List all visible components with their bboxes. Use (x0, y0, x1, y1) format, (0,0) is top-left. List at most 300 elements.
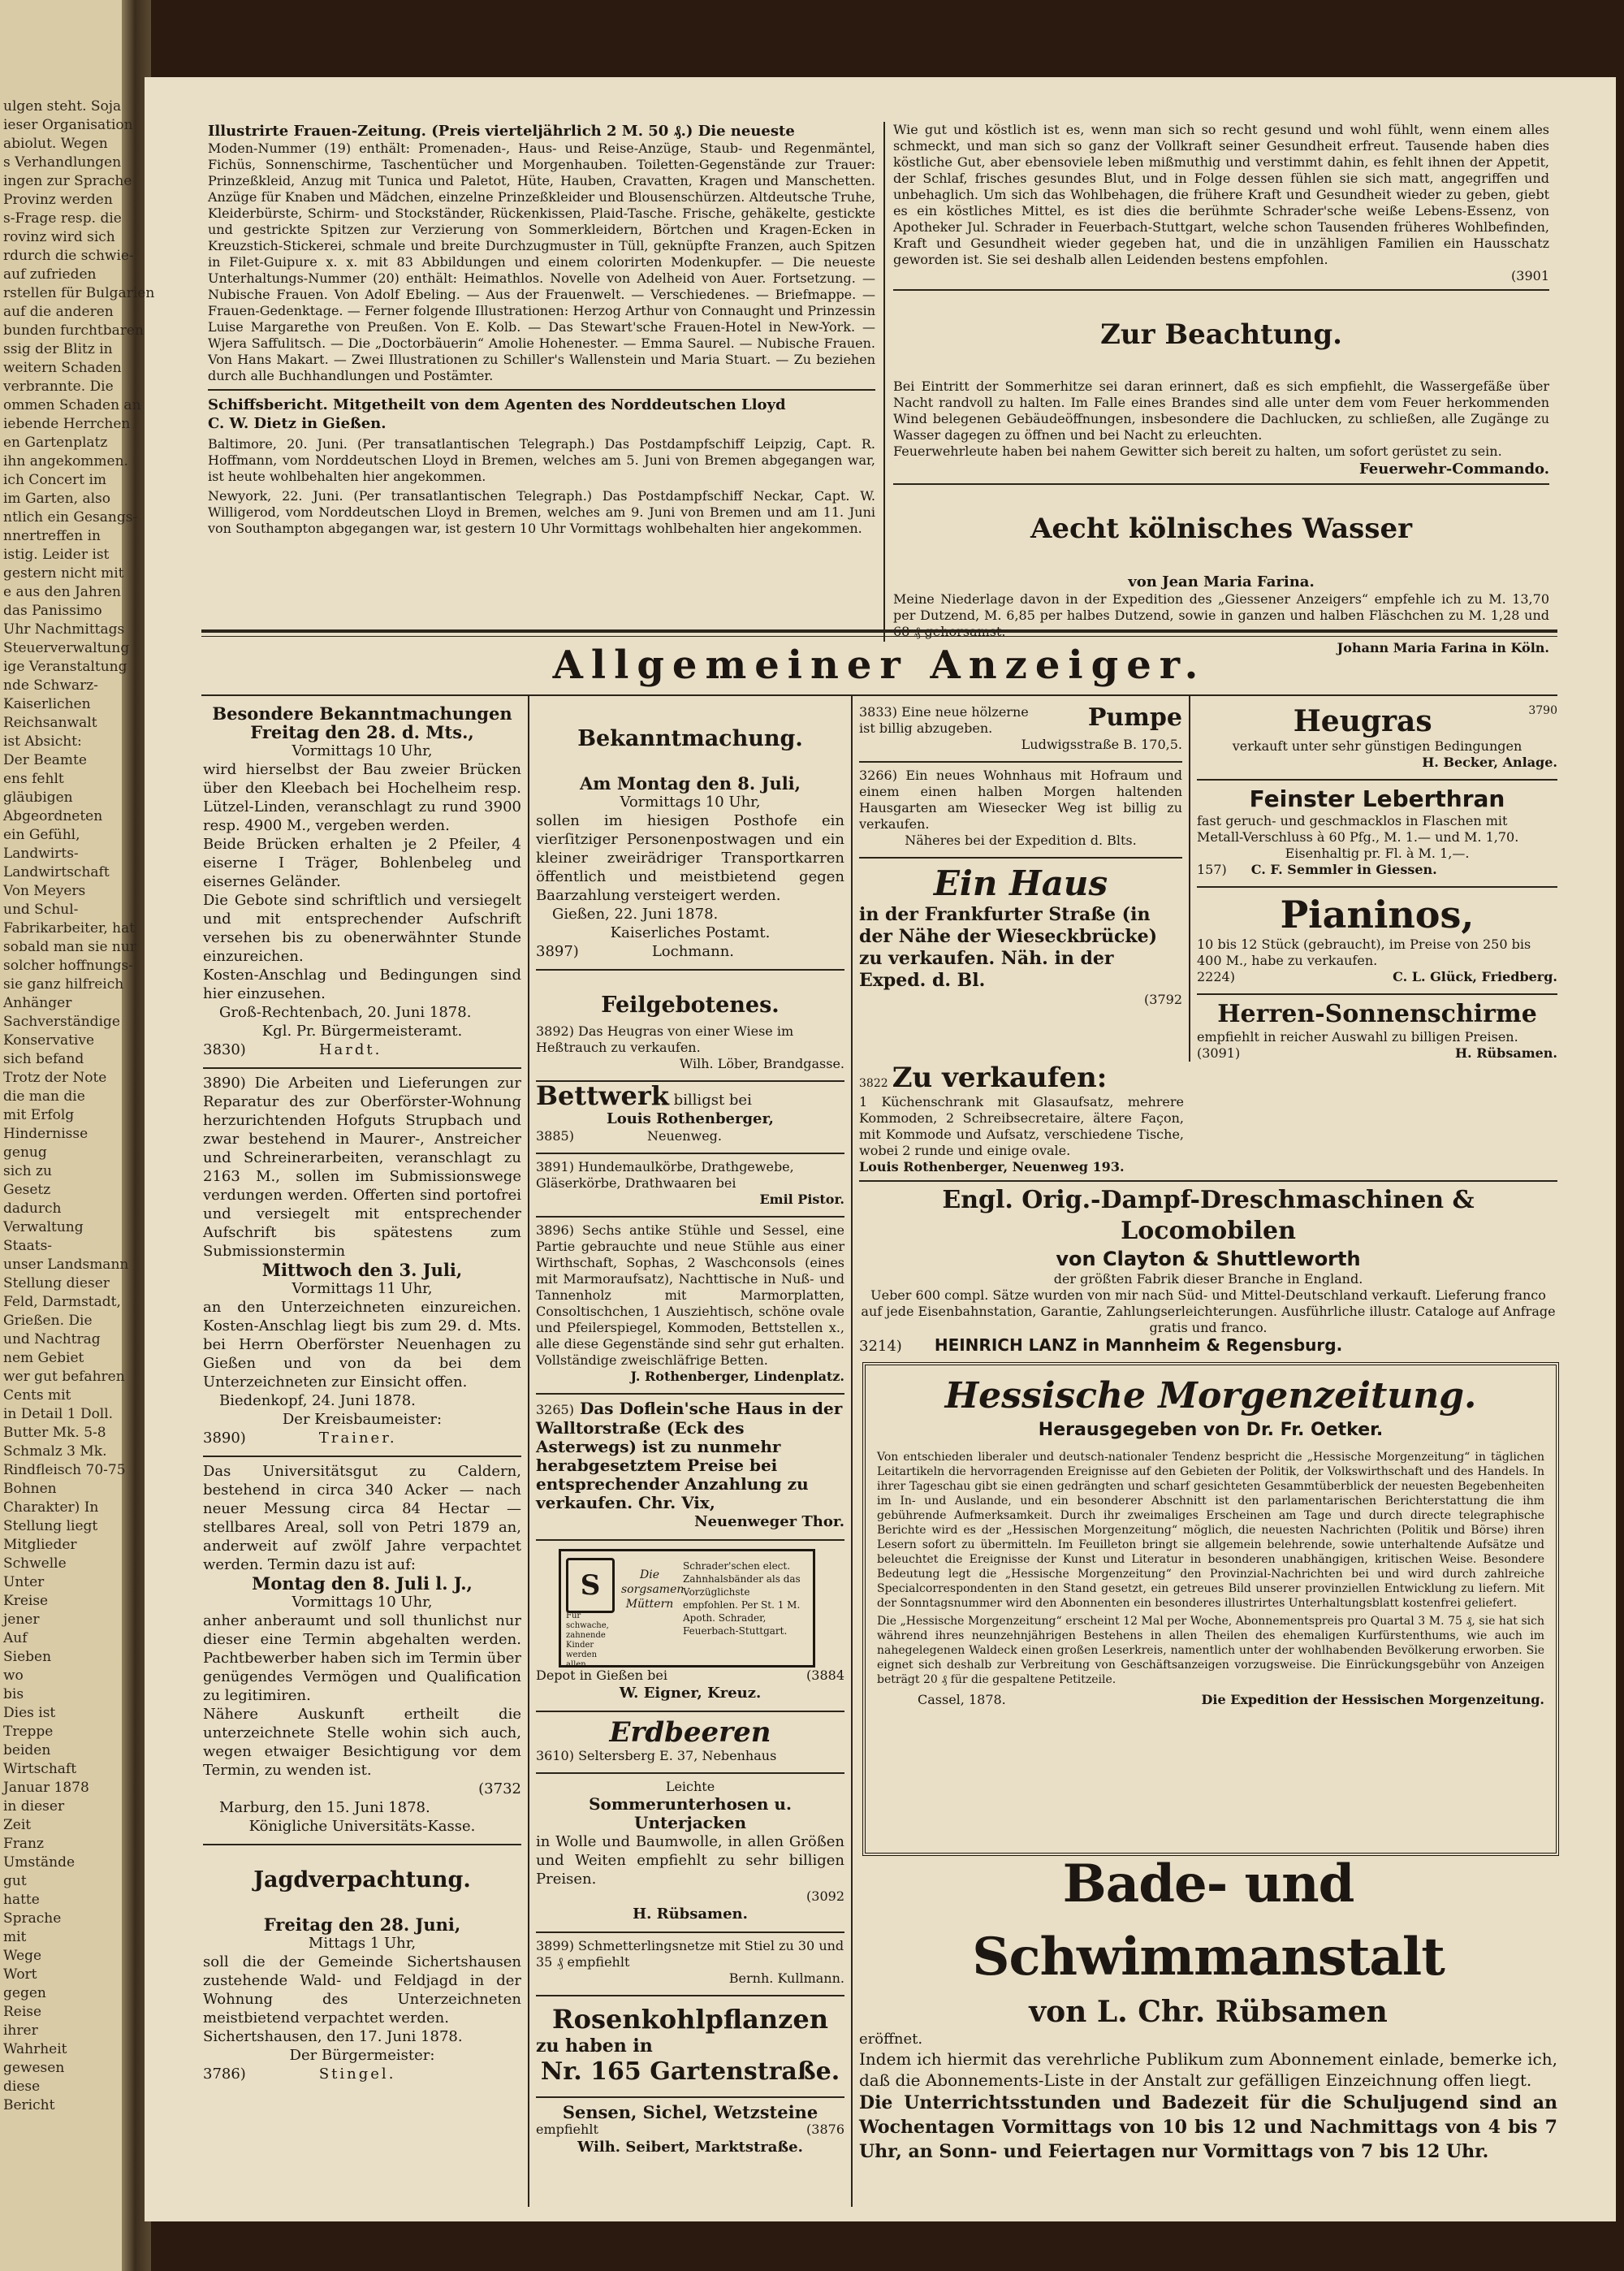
ad-footer (536, 1128, 844, 1144)
left-page-fragment: Dies ist (3, 1705, 56, 1721)
beachtung-text: Bei Eintritt der Sommerhitze sei daran erinnert, daß es sich empfiehlt, die Wassergefäße über Nacht randvoll zu halten. Im Falle eines Brandes sind alle unter dem vom Feuer herkommenden Wind belegenen Gebäudeöffnungen, insbesondere die Dachlucken, zu schließen, alle Zugänge zu Wasser dagegen zu öffnen und bei Nacht zu erleuchten. (893, 378, 1549, 443)
ad-number: (3884 (806, 1668, 844, 1683)
ad-title: Sommerunterhosen u. Unterjacken (589, 1794, 792, 1832)
notice-date: Am Montag den 8. Juli, (580, 773, 801, 794)
left-page-fragment: rdurch die schwie- (3, 248, 134, 264)
notice-date: Freitag den 28. d. Mts., (250, 722, 474, 742)
rosenkohl-title: Rosenkohlpflanzen (552, 2004, 828, 2035)
ad-frame (559, 1549, 815, 1668)
notice-text: wird hierselbst der Bau zweier Brücken über den Kleebach bei Hochelheim resp. Lützel-Linden, veranschlagt zu rund 3900 resp. 4900 M., vergeben werden. (203, 761, 521, 834)
vertical-rule (851, 696, 853, 2207)
ad-side: empfiehlt (536, 2122, 598, 2137)
left-page-fragment: ntlich ein Gesangs- (3, 509, 138, 526)
ad-number: 3265) (536, 1402, 574, 1417)
left-page-fragment: Feld, Darmstadt, (3, 1294, 121, 1310)
notice-number: 3897) (536, 943, 579, 960)
left-page-fragment: und Nachtrag (3, 1331, 101, 1347)
divider (893, 289, 1549, 291)
notice-text: sollen im hiesigen Posthofe ein vierſitziger Personenpostwagen und ein kleiner zweirädriger Transportkarren öffentlich und meistbietend gegen Baarzahlung versteigert werden. (536, 812, 844, 904)
left-page-fragment: Zeit (3, 1817, 32, 1833)
left-page-fragment: gut (3, 1873, 27, 1889)
koelnisch-title: Aecht kölnisches Wasser (1030, 513, 1413, 545)
pumpe-ad (859, 704, 1182, 753)
ad-kicker: Leichte (665, 1779, 715, 1794)
forst-notice (203, 1074, 521, 1447)
left-page-fragment: Bericht (3, 2097, 55, 2113)
notice-office: Kaiserliches Postamt. (610, 924, 771, 941)
notice-place: Sichertshausen, den 17. Juni 1878. (203, 2028, 463, 2045)
hessische-signature: Die Expedition der Hessischen Morgenzeitung. (1201, 1692, 1544, 1707)
verkaufen-title: Zu verkaufen: (892, 1062, 1108, 1094)
horizontal-rule (201, 636, 1557, 637)
notice-place: Marburg, den 15. Juni 1878. (219, 1799, 430, 1816)
heugras-ad (536, 1023, 844, 1072)
ad-number: 3885) (536, 1128, 574, 1144)
divider (203, 1456, 521, 1457)
ad-street: Neuenweger Thor. (694, 1513, 844, 1530)
jagd-notice (203, 1867, 521, 2083)
divider (1197, 886, 1557, 888)
schrader-right-text: Schrader'schen elect. Zahnhalsbänder als das Vorzüglichste empfohlen. Per St. 1 M. Apoth. Schrader, Feuerbach-Stuttgart. (683, 1560, 801, 1637)
notice-footer (536, 942, 844, 961)
divider (536, 1711, 844, 1712)
notice-name: Trainer. (318, 1430, 397, 1447)
left-page-fragment: Uhr Nachmittags (3, 621, 125, 638)
koelnisch-byline: von Jean Maria Farina. (1128, 573, 1315, 590)
left-page-fragment: Bohnen (3, 1481, 57, 1497)
vertical-rule (528, 696, 529, 2207)
ad-number: 157) (1197, 862, 1227, 877)
schrader-number: (3901 (1511, 268, 1549, 283)
left-page-fragment: gewesen (3, 2060, 65, 2076)
left-page-fragment: Wirtschaft (3, 1761, 77, 1777)
left-page-fragment: Charakter) In (3, 1499, 99, 1516)
left-page-fragment: Hindernisse (3, 1126, 89, 1142)
ad-number: 3790 (1528, 704, 1557, 717)
left-page-fragment: sich befand (3, 1051, 84, 1067)
left-page-fragment: Kreise (3, 1593, 49, 1609)
ad-name: Louis Rothenberger, Neuenweg 193. (859, 1159, 1125, 1174)
notice-text: an den Unterzeichneten einzureichen. Kosten-Anschlag liegt bis zum 29. d. Mts. bei Herrn Oberförster Neuenhagen zu Gießen und von da bei dem Unterzeichneten zur Einsicht offen. (203, 1299, 521, 1391)
heugras-title: Heugras (1293, 704, 1432, 738)
notice-office: Kgl. Pr. Bürgermeisteramt. (261, 1023, 463, 1040)
hessische-text: Von entschieden liberaler und deutsch-nationaler Tendenz bespricht die „Hessische Morgenzeitung“ in täglichen Leitartikeln die hervorragenden Ereignisse auf den Gebieten der Politik, der Volkswirthschaft und des Handels. In ihrer Tageschau gibt sie einen gedrängten und scharf gesichteten Gesammtüberblick der neuesten Begebenheiten im In- und Auslande, und ein besonderer Abschnitt ist den parlamentarischen Berichterstattung die ihm gebührende Aufmerksamkeit. Durch ihr zweimaliges Erscheinen am Tage und durch directe telegraphische Berichte wird es der „Hessischen Morgenzeitung“ möglich, die neuesten Nachrichten (Politik und Börse) ihren Lesern sofort zu übermitteln. Im Feuilleton bringt sie allgemein belehrende, sowie unterhaltende Aufsätze und beleuchtet die Ereignisse der Kunst und Literatur in besonderen unabhängigen, kritischen Weise. Besondere Bedeutung legt die „Hessische Morgenzeitung“ den Provinzial-Nachrichten bei und wird durch zahlreiche Specialcorrespondenten in den Stand gesetzt, ein getreues Bild unserer provinziellen Entwicklung zu liefern. Mit der Sonntagsnummer wird den Abonnenten ein besonderes illustrirtes Unterhaltungsblatt kostenfrei geliefert. (877, 1451, 1544, 1610)
ad-name: Wilh. Löber, Brandgasse. (679, 1056, 844, 1071)
left-page-fragment: gegen (3, 1985, 46, 2001)
left-page-fragment: nnertreffen in (3, 528, 101, 544)
left-page-fragment: jener (3, 1611, 40, 1628)
ad-name: C. F. Semmler in Giessen. (1250, 862, 1437, 877)
notice-number: 3830) (203, 1041, 246, 1058)
notice-text: Beide Brücken erhalten je 2 Pfeiler, 4 eiserne I Träger, Bohlenbeleg und eisernes Geländer. (203, 836, 521, 890)
ad-text: in der Frankfurter Straße (in der Nähe der Wieseckbrücke) zu verkaufen. Näh. in der Exped. d. Bl. (859, 904, 1157, 991)
left-page-fragment: ens fehlt (3, 771, 64, 787)
lanz-subtitle: der größten Fabrik dieser Branche in England. (1053, 1271, 1363, 1287)
left-page-fragment: Wort (3, 1966, 37, 1983)
bruecken-notice (203, 704, 521, 1059)
notice-time: Vormittags 10 Uhr, (292, 742, 433, 759)
left-page-fragment: dadurch (3, 1200, 62, 1217)
left-page-fragment: Auf (3, 1630, 28, 1646)
lanz-name: HEINRICH LANZ in Mannheim & Regensburg. (934, 1335, 1343, 1355)
notice-footer (203, 1040, 521, 1059)
sommerunterhosen-ad (536, 1779, 844, 1923)
left-page-fragment: istig. Leider ist (3, 547, 110, 563)
left-page-fragment: Steuerverwaltung (3, 640, 130, 656)
leberthran-title: Feinster Leberthran (1249, 785, 1505, 812)
left-page-fragment: gestern nicht mit (3, 565, 124, 582)
ad-number: (3792 (1144, 992, 1182, 1007)
badeanstalt-ad (859, 1848, 1557, 2205)
notice-place: Groß-Rechtenbach, 20. Juni 1878. (219, 1004, 472, 1021)
notice-date: Montag den 8. Juli l. J., (252, 1573, 473, 1594)
left-page-fragment: rovinz wird sich (3, 229, 115, 245)
notice-date: Mittwoch den 3. Juli, (261, 1260, 463, 1280)
left-page-fragment: in dieser (3, 1798, 65, 1815)
ad-line (536, 2122, 844, 2138)
left-page-fragment: auf zufrieden (3, 266, 97, 283)
hundemaulkoerbe-ad (536, 1159, 844, 1208)
divider (536, 1393, 844, 1395)
left-page-fragment: Kaiserlichen (3, 696, 91, 712)
divider (536, 1216, 844, 1218)
notice-time: Mittags 1 Uhr, (308, 1935, 417, 1952)
left-page-fragment: bis (3, 1686, 24, 1702)
divider (536, 2096, 844, 2098)
sensen-ad (536, 2103, 844, 2156)
lanz-line (859, 1336, 1557, 1356)
column-1 (203, 704, 521, 2215)
notice-date: Freitag den 28. Juni, (263, 1914, 461, 1935)
left-page-fragments (0, 97, 155, 2209)
notice-office: Königliche Universitäts-Kasse. (248, 1818, 476, 1835)
schiffsbericht-heading (208, 396, 875, 414)
left-page-fragment: ein Gefühl, (3, 827, 80, 843)
leberthran-ad (1197, 785, 1557, 878)
left-page-fragment: Von Meyers (3, 883, 86, 899)
left-page-fragment: und Schul- (3, 902, 79, 918)
notice-time: Vormittags 10 Uhr, (292, 1594, 433, 1611)
lanz-text: Ueber 600 compl. Sätze wurden von mir nach Süd- und Mittel-Deutschland verkauft. Lieferung franco auf jede Eisenbahnstation, Garantie, Zahlungserleichterungen. Ausführliche illustr. Cataloge auf Anfrage gratis und franco. (861, 1287, 1556, 1335)
notice-place: Biedenkopf, 24. Juni 1878. (219, 1392, 416, 1409)
ad-text: 3891) Hundemaulkörbe, Drathgewebe, Gläserkörbe, Drathwaaren bei (536, 1159, 794, 1191)
ein-haus-ad (859, 863, 1182, 1008)
ad-text: verkauft unter sehr günstigen Bedingungen (1232, 738, 1522, 754)
left-page-fragment: s Verhandlungen (3, 154, 122, 171)
ad-text: zu haben in (536, 2035, 653, 2057)
left-page-fragment: verbrannte. Die (3, 378, 114, 395)
left-page-fragment: unser Landsmann (3, 1257, 129, 1273)
ad-name: Bernh. Kullmann. (728, 1970, 844, 1986)
left-page-fragment: Provinz werden (3, 192, 113, 208)
rosenkohl-ad (536, 2001, 844, 2088)
schiffsbericht-agent: C. W. Dietz in Gießen. (208, 415, 387, 432)
left-page-fragment: Der Beamte (3, 752, 87, 768)
ad-street: Neuenweg. (646, 1128, 723, 1144)
erdbeeren-title: Erdbeeren (609, 1716, 771, 1749)
pumpe-title: Pumpe (1087, 703, 1182, 732)
left-page-fragment: ieser Organisation (3, 117, 133, 133)
jagd-title: Jagdverpachtung. (253, 1867, 471, 1892)
left-page-fragment: ingen zur Sprache (3, 173, 132, 189)
notice-footer (203, 2065, 521, 2083)
left-page-fragment: mit Erfolg (3, 1107, 75, 1123)
hessische-byline: Herausgegeben von Dr. Fr. Oetker. (1038, 1420, 1384, 1440)
notice-office: Der Kreisbaumeister: (282, 1411, 443, 1428)
notice-text: Kosten-Anschlag und Bedingungen sind hier einzusehen. (203, 967, 521, 1002)
ad-text: 10 bis 12 Stück (gebraucht), im Preise von 250 bis 400 M., habe zu verkaufen. (1197, 937, 1531, 968)
left-page-fragment: ist Absicht: (3, 733, 82, 750)
ad-name: Chr. Vix, (638, 1493, 715, 1512)
left-page-fragment: wer gut befahren (3, 1369, 125, 1385)
bettwerk-heading (536, 1080, 844, 1111)
ad-text: 3899) Schmetterlingsnetze mit Stiel zu 30 und 35 ₰ empfiehlt (536, 1938, 844, 1970)
left-page-fragment: ich Concert im (3, 472, 107, 488)
left-page-fragment: Wahrheit (3, 2041, 67, 2057)
pianinos-title: Pianinos, (1280, 893, 1475, 937)
left-page-fragment: ommen Schaden an (3, 397, 141, 413)
left-page-fragment: das Panissimo (3, 603, 102, 619)
ad-number: (3091) (1197, 1045, 1241, 1061)
top-left-column (208, 122, 875, 642)
ad-text: Depot in Gießen bei (536, 1668, 667, 1683)
bade-text: Indem ich hiermit das verehrliche Publikum zum Abonnement einlade, bemerke ich, daß die Abonnements-Liste in der Anstalt zur gefälligen Einzeichnung offen liegt. (859, 2049, 1557, 2090)
frauen-zeitung-text: Moden-Nummer (19) enthält: Promenaden-, Haus- und Reise-Anzüge, Staub- und Regenmäntel, Fichüs, Sonnenschirme, Taschentücher und Morgenhauben. Toiletten-Gegenstände zur Trauer: Prinzeßkleid, Anzug mit Tunica und Paletot, Hüte, Hauben, Cravatten, Kragen und Manschetten. Anzüge für Knaben und Mädchen, einzelne Prinzeßkleider und Blousenschürzen. Altdeutsche Truhe, Kleiderbürste, Schirm- und Stockständer, Rückenkissen, Plaid-Tasche. Frische, gehäkelte, gestickte und gestrickte Spitzen zur Verzierung von Sommerkleidern, Börtchen und Kragen-Ecken in Kreuzstich-Stickerei, schmale und breite Durchzugmuster in Tüll, geknüpfte Franzen, auch Spitzen in Filet-Guipure x. x. mit 83 Abbildungen und einem colorirten Modenkupfer. — Die neueste Unterhaltungs-Nummer (20) enthält: Heimathlos. Novelle von Adelheid von Auer. Fortsetzung. — Nubische Frauen. Von Adolf Ebeling. — Aus der Frauenwelt. — Verschiedenes. — Briefmappe. — Frauen-Gedenktage. — Ferner folgende Illustrationen: Herzog Arthur von Connaught und Prinzessin Luise Margarethe von Preußen. Von E. Kolb. — Das Stewart'sche Frauen-Hotel in New-York. — Wjera Saffulitsch. — Die „Doctorbäuerin“ Amolie Hohenester. — Emma Saurel. — Nubische Frauen. Von Hans Makart. — Zwei Illustrationen zu Schiller's Wallenstein und Maria Stuart. — Zu beziehen durch alle Buchhandlungen und Postämter. (208, 141, 875, 383)
ad-number: 2224) (1197, 969, 1235, 984)
vertical-rule (1189, 696, 1190, 1062)
left-page-fragment: abiolut. Wegen (3, 136, 108, 152)
frauen-zeitung-heading: Illustrirte Frauen-Zeitung. (Preis vierteljährlich 2 M. 50 ₰.) Die neueste (208, 123, 795, 140)
left-page-fragment: Franz (3, 1836, 44, 1852)
masthead (201, 641, 1557, 694)
notice-name: Hardt. (318, 1041, 382, 1058)
top-right-column (893, 122, 1549, 655)
lanz-byline: von Clayton & Shuttleworth (1056, 1248, 1361, 1270)
left-page-fragment: Sprache (3, 1910, 62, 1927)
divider (536, 969, 844, 971)
left-page-fragment: Cents mit (3, 1387, 71, 1404)
caldern-notice (203, 1462, 521, 1836)
left-page-fragment: Abgeordneten (3, 808, 103, 824)
left-page-fragment: ige Veranstaltung (3, 659, 127, 675)
wohnhaus-ad (859, 768, 1182, 849)
left-page-fragment: auf die anderen (3, 304, 114, 320)
notice-text: Nähere Auskunft ertheilt die unterzeichnete Stelle wohin sich auch, wegen etwaiger Besichtigung vor dem Termin, zu wenden ist. (203, 1706, 521, 1779)
ad-address: Seltersberg E. 37, Nebenhaus (578, 1748, 777, 1763)
left-page-fragment: ihn angekommen. (3, 453, 128, 469)
schrader-middle-text: Die sorgsamen Müttern (621, 1568, 685, 1611)
ad-text: 3266) Ein neues Wohnhaus mit Hofraum und einem einen halben Morgen haltenden Hausgarten am Wiesecker Weg ist billig zu verkaufen. (859, 768, 1182, 832)
divider (536, 1931, 844, 1933)
left-page-fragment: iebende Herrchen (3, 416, 131, 432)
hessische-footer (877, 1692, 1544, 1708)
ad-number: (3876 (806, 2122, 844, 2137)
vertical-rule-top (883, 122, 885, 642)
left-page-fragment: Grießen. Die (3, 1313, 93, 1329)
notice-number: 3786) (203, 2066, 246, 2083)
column-3 (859, 704, 1182, 1062)
lanz-ad (859, 1185, 1557, 1364)
left-page-fragment: sobald man sie nur (3, 939, 136, 955)
left-page-fragment: Trotz der Note (3, 1070, 107, 1086)
bettwerk-side: billigst bei (673, 1092, 752, 1109)
ad-name: Emil Pistor. (759, 1192, 844, 1207)
left-page-fragment: Stellung liegt (3, 1518, 98, 1534)
bettwerk-title: Bettwerk (536, 1080, 669, 1111)
notice-time: Vormittags 10 Uhr, (620, 794, 761, 811)
left-page-fragment: beiden (3, 1742, 51, 1758)
bade-title: Bade- und Schwimmanstalt (972, 1854, 1445, 1988)
notice-place: Gießen, 22. Juni 1878. (552, 906, 719, 923)
bettwerk-ad (536, 1080, 844, 1144)
ad-text (536, 1399, 844, 1512)
ad-number: 3610) (536, 1748, 574, 1763)
left-page-fragment: Schmalz 3 Mk. (3, 1443, 107, 1460)
schrader-left-text: Für schwache, zahnende Kinder werden allen (566, 1611, 609, 1669)
ad-name: Louis Rothenberger, (607, 1110, 774, 1127)
left-page-fragment: ulgen steht. Soja (3, 98, 122, 115)
ad-line (1197, 704, 1557, 738)
ad-text: in Wolle und Baumwolle, in allen Größen und Weiten empfiehlt zu sehr billigen Preisen. (536, 1833, 844, 1888)
left-page-fragment: die man die (3, 1088, 85, 1105)
notice-office: Der Bürgermeister: (289, 2047, 435, 2064)
ad-number: 3833) (859, 704, 897, 720)
left-page-fragment: sie ganz hilfreich (3, 976, 124, 993)
divider (893, 483, 1549, 485)
horizontal-rule (201, 629, 1557, 633)
lanz-title: Engl. Orig.-Dampf-Dreschmaschinen & Locomobilen (942, 1186, 1475, 1245)
herren-sonnenschirme-ad (1197, 1000, 1557, 1062)
notice-text: soll die der Gemeinde Sichertshausen zustehende Wald- und Feldjagd in der Wohnung des Unterzeichneten meistbietend verpachtet werden. (203, 1953, 521, 2027)
notice-text: 3890) Die Arbeiten und Lieferungen zur Reparatur des zur Oberförster-Wohnung herzurichtenden Hofguts Strupbach und zwar bestehend in Maurer-, Anstreicher und Schreinerarbeiten, veranschlagt zu 2163 M., sollen im Submissionswege verdungen werden. Offerten sind portofrei und versiegelt mit entsprechender Aufschrift bis spätestens zum Submissionstermin (203, 1075, 521, 1260)
notice-number: 3890) (203, 1430, 246, 1447)
divider (859, 857, 1182, 859)
left-page-fragment: Konservative (3, 1032, 95, 1049)
left-page-fragment: weitern Schaden (3, 360, 122, 376)
left-page-fragment: Umstände (3, 1854, 76, 1871)
beachtung-text-2: Feuerwehrleute haben bei nahem Gewitter sich bereit zu halten, um sofort gerüstet zu sein. (893, 443, 1502, 459)
masthead-title: Allgemeiner Anzeiger. (552, 642, 1207, 688)
left-page-fragment: in Detail 1 Doll. (3, 1406, 114, 1422)
horizontal-rule (201, 694, 1557, 696)
ad-text: 1 Küchenschrank mit Glasaufsatz, mehrere Kommoden, 2 Schreibsecretaire, ältere Façon, mit Kommode und Aufsatz, verschiedene Tische, wobei 2 runde und einige ovale. (859, 1094, 1184, 1158)
left-page-fragment: Landwirtschaft (3, 864, 110, 880)
hessische-text-2: Die „Hessische Morgenzeitung“ erscheint 12 Mal per Woche, Abonnementspreis pro Quartal 3 M. 75 ₰, sie hat sich während ihres neunzehnjährigen Bestehens in allen Theilen des ehemaligen Kurfürstenthums, wie auch im nahegelegenen Waldeck einen großen Leserkreis, namentlich unter der wohlhabenden Bevölkerung erworben. Sie eignet sich deshalb zur Verbreitung von Geschäftsanzeigen vorzugsweise. Die Einrückungsgebühr von Anzeigen beträgt 20 ₰ für die gespaltene Petitzeile. (877, 1615, 1544, 1686)
heugras-becker-ad (1197, 704, 1557, 771)
left-page-fragment: Reise (3, 2004, 42, 2020)
left-page-fragment: Wege (3, 1948, 42, 1964)
newspaper-page (145, 77, 1616, 2221)
left-page-fragment: rstellen für Bulgarien (3, 285, 155, 301)
schmetterlingsnetze-ad (536, 1938, 844, 1987)
ad-line (1197, 969, 1557, 985)
beachtung-signature: Feuerwehr-Commando. (1359, 461, 1549, 478)
herren-title: Herren-Sonnenschirme (1217, 1000, 1537, 1028)
ad-number: 3214) (859, 1338, 902, 1355)
bade-hours: Die Unterrichtsstunden und Badezeit für die Schuljugend sind an Wochentagen Vormittags von 10 bis 12 und Nachmittags von 4 bis 7 Uhr, an Sonn- und Feiertagen nur Vormittags von 7 bis 12 Uhr. (859, 2092, 1557, 2162)
left-page-fragment: solcher hoffnungs- (3, 958, 133, 974)
left-page-fragment: diese (3, 2079, 41, 2095)
left-page-fragment: Butter Mk. 5-8 (3, 1425, 106, 1441)
left-page-fragment: wo (3, 1668, 24, 1684)
divider (1197, 779, 1557, 781)
left-page-fragment: s-Frage resp. die (3, 210, 122, 227)
ad-name: H. Becker, Anlage. (1422, 755, 1557, 770)
left-page-fragment: Rindfleisch 70-75 (3, 1462, 126, 1478)
left-page-fragment: bunden furchtbaren (3, 322, 144, 339)
left-page-fragment: im Garten, also (3, 491, 110, 507)
ad-name: W. Eigner, Kreuz. (619, 1685, 762, 1702)
notice-number: (3732 (478, 1780, 521, 1797)
left-page-fragment: Landwirts- (3, 846, 79, 862)
schrader-zahnhalsband-ad (536, 1546, 844, 1668)
ad-name: Wilh. Seibert, Marktstraße. (577, 2139, 803, 2156)
left-page-fragment: Schwelle (3, 1555, 67, 1572)
feilgebotenes-title: Feilgebotenes. (601, 993, 780, 1018)
ad-number: (3092 (806, 1888, 844, 1904)
koelnisch-text: Meine Niederlage davon in der Expedition des „Giessener Anzeigers“ empfehle ich zu M. 13,70 per Dutzend, M. 6,85 per halbes Dutzend, sowie in ganzen und halben Fläschchen zu M. 1,28 und (893, 591, 1549, 623)
schrader-emblem-icon: S (566, 1558, 615, 1613)
erdbeeren-ad (536, 1717, 844, 1764)
ad-body: Das Doflein'sche Haus in der Walltorstraße (Eck des Asterwegs) ist zu nunmehr herabgesetztem Preise bei entsprechender Anzahlung zu verkaufen. (536, 1399, 843, 1512)
left-page-fragment: Treppe (3, 1724, 54, 1740)
divider (859, 761, 1182, 763)
hessische-title: Hessische Morgenzeitung. (944, 1375, 1477, 1417)
schrader-text: Wie gut und köstlich ist es, wenn man sich so recht gesund und wohl fühlt, wenn einem alles schmeckt, und man sich so ganz der Vollkraft seiner Gesundheit erfreut. Tausende haben dies köstliche Gut, aber ebensoviele leben mißmuthig und verstimmt dahin, es fehlt ihnen der Appetit, der Schlaf, frisches gesundes Blut, und in Folge dessen fühlen sie sich matt, angegriffen und unbehaglich. Um sich das Wohlbehagen, die frühere Kraft und Gesundheit wieder zu geben, giebt es ein köstliches Mittel, es ist dies die berühmte Schrader'sche weiße Lebens-Essenz, von Apotheker Jul. Schrader in Feuerbach-Stuttgart, welche schon Tausenden früheres Wohlbefinden, Kraft und Gesundheit wieder gegeben hat, und die in unzähligen Familien ein Hausschatz geworden ist. Sie sei deshalb allen Leidenden bestens empfohlen. (893, 122, 1549, 267)
ad-text: empfiehlt in reicher Auswahl zu billigen Preisen. (1197, 1029, 1518, 1045)
left-page-fragment: sich zu (3, 1163, 52, 1179)
left-page-fragment: Gesetz (3, 1182, 51, 1198)
left-page-fragment: Reichsanwalt (3, 715, 97, 731)
hessische-place: Cassel, 1878. (918, 1692, 1006, 1707)
ad-name: H. Rübsamen. (1454, 1045, 1557, 1061)
left-page-fragment: Sieben (3, 1649, 52, 1665)
koelnisch-signature: Johann Maria Farina in Köln. (1337, 640, 1549, 655)
left-page-fragment: gläubigen (3, 789, 73, 806)
bade-byline: von L. Chr. Rübsamen (1029, 1995, 1388, 2029)
notice-text: Die Gebote sind schriftlich und versiegelt und mit entsprechender Aufschrift versehen bis zu obenerwähnter Stunde einzureichen. (203, 892, 521, 965)
left-page-fragment: genug (3, 1144, 47, 1161)
doflein-haus-ad (536, 1399, 844, 1531)
ad-name: J. Rothenberger, Lindenplatz. (630, 1369, 844, 1384)
divider (536, 1153, 844, 1154)
schiffsbericht-title: Schiffsbericht. Mitgetheilt von dem Agenten des Norddeutschen Lloyd (208, 396, 786, 413)
ad-number: 3822 (859, 1077, 888, 1090)
ein-haus-title: Ein Haus (933, 863, 1108, 903)
left-page-fragment: ssig der Blitz in (3, 341, 113, 357)
notice-footer (203, 1429, 521, 1447)
horizontal-rule (859, 1180, 1557, 1182)
beachtung-title: Zur Beachtung. (1100, 318, 1342, 351)
notice-name: Lochmann. (651, 943, 735, 960)
ad-name: H. Rübsamen. (633, 1905, 748, 1923)
notice-text: anher anberaumt und soll thunlichst nur dieser eine Termin abgehalten werden. Pachtbewerber haben sich im Termin über genügendes Vermögen und Qualification zu legitimiren. (203, 1612, 521, 1704)
left-page-fragment: Anhänger (3, 995, 72, 1011)
ad-text: Näheres bei der Expedition d. Blts. (905, 833, 1137, 848)
divider (208, 389, 875, 391)
ad-line (536, 1668, 844, 1684)
ad-text: 3896) Sechs antike Stühle und Sessel, eine Partie gebrauchte und neue Stühle aus einer Wirthschaft, Sophas, 2 Waschconsols (eines mit Marmoraufsatz), Nachttische in Nuß- und Tannenholz mit Marmorplatten, Consoltischchen, 1 Ausziehtisch, schöne ovale und Pfeilerspiegel, Kommoden, Bettstellen x., alle diese Gegenstände sind sehr gut erhalten. Vollständige zweischläfrige Betten. (536, 1222, 844, 1368)
schrader-depot (536, 1668, 844, 1702)
left-page-fragment: hatte (3, 1892, 40, 1908)
stuehle-ad (536, 1222, 844, 1385)
divider (203, 1067, 521, 1069)
column-4 (1197, 704, 1557, 1159)
ad-text: Eine neue hölzerne (901, 704, 1029, 720)
schiffsbericht-newyork: Newyork, 22. Juni. (Per transatlantischen Telegraph.) Das Postdampfschiff Neckar, Capt. W. Willigerod, vom Norddeutschen Lloyd in Bremen, welches am 9. Juni von Bremen und am 11. Juni von Southampton abgegangen war, ist gestern 10 Uhr Vormittags wohlbehalten hier angekommen. (208, 488, 875, 536)
divider (536, 1539, 844, 1541)
pianinos-ad (1197, 893, 1557, 985)
